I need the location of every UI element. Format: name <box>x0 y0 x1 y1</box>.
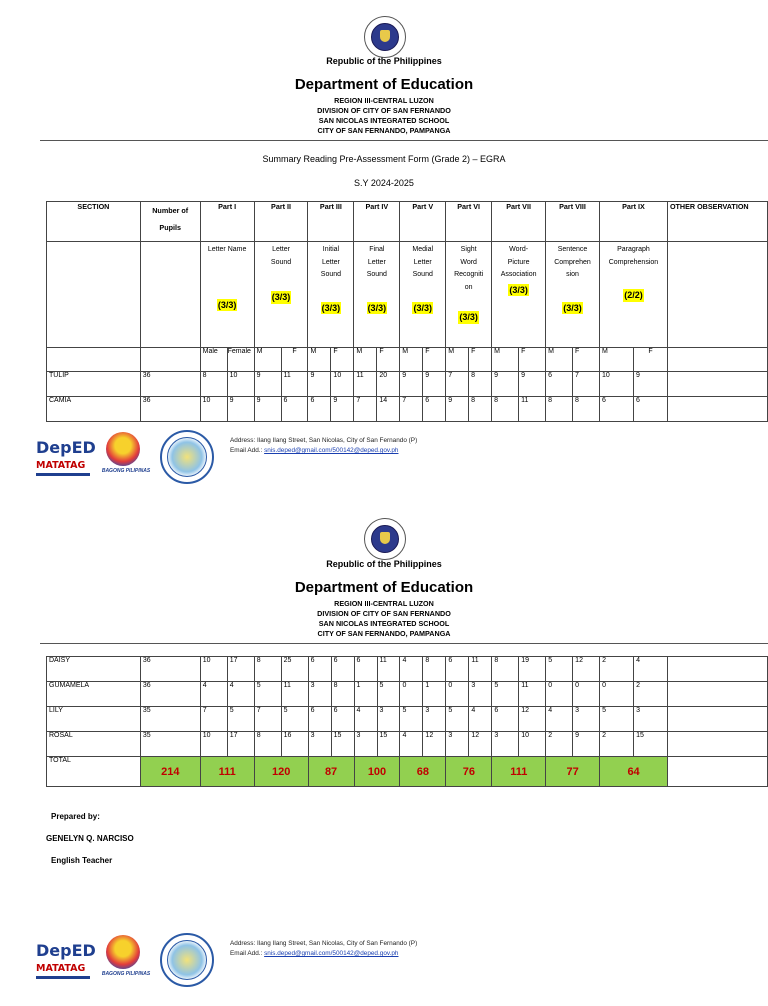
school-label: SAN NICOLAS INTEGRATED SCHOOL <box>318 619 450 628</box>
observation-cell <box>667 372 767 397</box>
bagong-pilipinas-logo: BAGONG PILIPINAS <box>100 935 152 979</box>
score-cell: 9 <box>519 372 546 397</box>
score-cell: 3 <box>573 707 600 732</box>
school-seal-icon <box>160 933 214 987</box>
region-label: REGION III-CENTRAL LUZON <box>334 599 434 608</box>
section-name: DAISY <box>47 657 141 682</box>
table-row <box>47 372 768 397</box>
score-cell: 12 <box>519 707 546 732</box>
score-cell: 0 <box>546 682 573 707</box>
score-cell: 11 <box>281 682 308 707</box>
part-header: Part V <box>400 202 446 242</box>
gender-label: M <box>446 348 469 372</box>
score-cell: 6 <box>331 657 354 682</box>
total-value: 77 <box>546 757 600 787</box>
form-title: Summary Reading Pre-Assessment Form (Grade 2) – EGRA <box>262 154 506 164</box>
division-label: DIVISION OF CITY OF SAN FERNANDO <box>317 106 451 115</box>
deped-matatag-logo: DepED MATATAG <box>36 434 96 478</box>
table-row <box>47 707 768 732</box>
total-value: 120 <box>254 757 308 787</box>
section-name: TULIP <box>47 372 141 397</box>
score-cell: 6 <box>600 397 634 422</box>
score-cell: 8 <box>254 732 281 757</box>
pupil-count: 36 <box>140 657 200 682</box>
score-cell: 0 <box>400 682 423 707</box>
email-link[interactable]: snis.deped@gmail.com/500142@deped.gov.ph <box>264 950 399 957</box>
pupil-count: 36 <box>140 397 200 422</box>
part-desc: Final Letter Sound (3/3) <box>354 242 400 348</box>
score-cell: 8 <box>492 657 519 682</box>
observation-cell <box>668 657 768 682</box>
gender-label: F <box>423 348 446 372</box>
part-header: Part I <box>200 202 254 242</box>
score-cell: 10 <box>200 732 227 757</box>
score-cell: 9 <box>227 397 254 422</box>
score-cell: 3 <box>308 732 331 757</box>
score-cell: 1 <box>354 682 377 707</box>
city-label: CITY OF SAN FERNANDO, PAMPANGA <box>317 629 451 638</box>
total-value: 111 <box>200 757 254 787</box>
score-cell: 8 <box>573 397 600 422</box>
score-cell: 10 <box>200 657 227 682</box>
footer-address: Address: Ilang Ilang Street, San Nicolas, City of San Fernando (P) Email Add.: snis.deped@gmail.com/500142@deped.gov.ph <box>230 940 418 957</box>
part-header: Part III <box>308 202 354 242</box>
section-header: SECTION <box>47 202 141 242</box>
score-badge: (3/3) <box>271 292 291 302</box>
header-divider <box>40 643 768 644</box>
score-cell: 9 <box>423 372 446 397</box>
part-header: Part IX <box>600 202 668 242</box>
score-cell: 0 <box>600 682 634 707</box>
score-cell: 11 <box>519 397 546 422</box>
score-cell: 5 <box>492 682 519 707</box>
score-cell: 7 <box>200 707 227 732</box>
score-cell: 3 <box>634 707 668 732</box>
table-desc-row <box>47 242 768 348</box>
score-cell: 5 <box>254 682 281 707</box>
score-cell: 25 <box>281 657 308 682</box>
score-cell: 0 <box>446 682 469 707</box>
observation-cell <box>668 682 768 707</box>
city-label: CITY OF SAN FERNANDO, PAMPANGA <box>317 126 451 135</box>
observation-cell <box>668 732 768 757</box>
observation-cell <box>668 707 768 732</box>
score-cell: 9 <box>446 397 469 422</box>
total-value: 76 <box>446 757 492 787</box>
score-cell: 8 <box>492 397 519 422</box>
table-row <box>47 657 768 682</box>
part-desc: Letter Sound (3/3) <box>254 242 308 348</box>
total-value: 111 <box>492 757 546 787</box>
score-cell: 9 <box>254 372 281 397</box>
section-name: CAMIA <box>47 397 141 422</box>
part-header: Part II <box>254 202 308 242</box>
part-header: Part IV <box>354 202 400 242</box>
preparer-position: English Teacher <box>51 856 113 865</box>
bagong-pilipinas-logo: BAGONG PILIPINAS <box>100 432 152 476</box>
score-cell: 6 <box>633 397 667 422</box>
score-cell: 6 <box>446 657 469 682</box>
score-cell: 17 <box>227 657 254 682</box>
gender-label: M <box>308 348 331 372</box>
score-cell: 5 <box>546 657 573 682</box>
gender-label: F <box>281 348 308 372</box>
score-cell: 14 <box>377 397 400 422</box>
score-cell: 5 <box>400 707 423 732</box>
part-header: Part VI <box>446 202 492 242</box>
score-cell: 11 <box>354 372 377 397</box>
table-row <box>47 397 768 422</box>
school-seal-icon <box>160 430 214 484</box>
score-cell: 6 <box>492 707 519 732</box>
score-cell: 12 <box>573 657 600 682</box>
score-cell: 3 <box>423 707 446 732</box>
score-badge: (3/3) <box>413 302 432 313</box>
score-cell: 3 <box>308 682 331 707</box>
school-label: SAN NICOLAS INTEGRATED SCHOOL <box>318 116 450 125</box>
pupil-count: 36 <box>140 372 200 397</box>
footer-address: Address: Ilang Ilang Street, San Nicolas, City of San Fernando (P) Email Add.: snis.deped@gmail.com/500142@deped.gov.ph <box>230 437 418 454</box>
part-desc: Paragraph Comprehension (2/2) <box>600 242 668 348</box>
part-header: Part VIII <box>546 202 600 242</box>
section-name: LILY <box>47 707 141 732</box>
republic-label: Republic of the Philippines <box>326 56 442 66</box>
gender-row <box>47 348 768 372</box>
gender-label: M <box>546 348 573 372</box>
score-cell: 6 <box>331 707 354 732</box>
score-cell: 5 <box>281 707 308 732</box>
gender-label: M <box>600 348 634 372</box>
part-desc: Initial Letter Sound (3/3) <box>308 242 354 348</box>
section-name: ROSAL <box>47 732 141 757</box>
gender-label: M <box>254 348 281 372</box>
department-title: Department of Education <box>294 76 474 93</box>
score-badge: (3/3) <box>459 312 478 322</box>
score-cell: 7 <box>354 397 377 422</box>
gender-label: F <box>519 348 546 372</box>
gender-label: M <box>492 348 519 372</box>
score-cell: 9 <box>308 372 331 397</box>
score-cell: 10 <box>200 397 227 422</box>
gender-label: F <box>377 348 400 372</box>
score-cell: 3 <box>354 732 377 757</box>
pupil-count: 35 <box>140 732 200 757</box>
score-cell: 10 <box>519 732 546 757</box>
gender-label: M <box>400 348 423 372</box>
score-cell: 12 <box>469 732 492 757</box>
score-cell: 4 <box>200 682 227 707</box>
score-cell: 16 <box>281 732 308 757</box>
table-row <box>47 732 768 757</box>
score-cell: 8 <box>200 372 227 397</box>
score-cell: 8 <box>254 657 281 682</box>
score-cell: 9 <box>573 732 600 757</box>
score-cell: 12 <box>423 732 446 757</box>
score-cell: 8 <box>331 682 354 707</box>
score-cell: 4 <box>354 707 377 732</box>
score-cell: 6 <box>308 707 331 732</box>
score-badge: (3/3) <box>367 302 387 313</box>
total-value: 100 <box>354 757 400 787</box>
department-title: Department of Education <box>294 579 474 596</box>
region-label: REGION III-CENTRAL LUZON <box>334 96 434 105</box>
score-cell: 9 <box>492 372 519 397</box>
score-cell: 6 <box>308 657 331 682</box>
score-cell: 10 <box>331 372 354 397</box>
section-name: GUMAMELA <box>47 682 141 707</box>
total-value: 68 <box>400 757 446 787</box>
preparer-name: GENELYN Q. NARCISO <box>46 834 134 843</box>
score-cell: 15 <box>377 732 400 757</box>
score-cell: 9 <box>400 372 423 397</box>
score-cell: 2 <box>546 732 573 757</box>
gender-label: M <box>354 348 377 372</box>
score-cell: 4 <box>227 682 254 707</box>
email-link[interactable]: snis.deped@gmail.com/500142@deped.gov.ph <box>264 447 399 454</box>
school-year: S.Y 2024-2025 <box>354 178 414 188</box>
part-desc: Letter Name (3/3) <box>200 242 254 348</box>
header-divider <box>40 140 768 141</box>
pupils-header: Number of Pupils <box>140 202 200 242</box>
score-cell: 15 <box>634 732 668 757</box>
other-observation-header: OTHER OBSERVATION <box>667 202 767 242</box>
score-cell: 8 <box>546 397 573 422</box>
total-row <box>47 757 768 787</box>
score-badge: (3/3) <box>563 302 582 313</box>
score-cell: 6 <box>308 397 331 422</box>
score-cell: 6 <box>423 397 446 422</box>
score-cell: 11 <box>469 657 492 682</box>
total-value: 214 <box>140 757 200 787</box>
total-value: 87 <box>308 757 354 787</box>
republic-label: Republic of the Philippines <box>326 559 442 569</box>
table-row <box>47 682 768 707</box>
part-header: Part VII <box>492 202 546 242</box>
score-cell: 11 <box>377 657 400 682</box>
score-cell: 8 <box>469 372 492 397</box>
score-cell: 17 <box>227 732 254 757</box>
total-value: 64 <box>600 757 668 787</box>
pupil-count: 35 <box>140 707 200 732</box>
score-cell: 5 <box>600 707 634 732</box>
score-cell: 11 <box>519 682 546 707</box>
score-cell: 5 <box>446 707 469 732</box>
score-cell: 9 <box>633 372 667 397</box>
deped-matatag-logo: DepED MATATAG <box>36 937 96 981</box>
score-cell: 10 <box>600 372 634 397</box>
score-cell: 9 <box>254 397 281 422</box>
gender-label: F <box>573 348 600 372</box>
score-cell: 7 <box>400 397 423 422</box>
score-cell: 4 <box>469 707 492 732</box>
prepared-by-label: Prepared by: <box>51 812 100 821</box>
part-desc: Sight Word Recogniti on (3/3) <box>446 242 492 348</box>
gender-label: F <box>331 348 354 372</box>
deped-seal-icon <box>364 16 406 58</box>
score-badge: (3/3) <box>217 299 237 310</box>
division-label: DIVISION OF CITY OF SAN FERNANDO <box>317 609 451 618</box>
pupil-count: 36 <box>140 682 200 707</box>
gender-label: Female <box>227 348 254 372</box>
score-cell: 2 <box>600 732 634 757</box>
total-label: TOTAL <box>47 757 141 787</box>
table-header-row <box>47 202 768 242</box>
score-cell: 5 <box>377 682 400 707</box>
score-cell: 6 <box>546 372 573 397</box>
part-desc: Word- Picture Association (3/3) <box>492 242 546 348</box>
part-desc: Sentence Comprehen sion (3/3) <box>546 242 600 348</box>
score-cell: 8 <box>469 397 492 422</box>
gender-label: F <box>469 348 492 372</box>
score-cell: 6 <box>354 657 377 682</box>
score-badge: (3/3) <box>509 284 528 295</box>
score-cell: 2 <box>600 657 634 682</box>
score-cell: 15 <box>331 732 354 757</box>
score-badge: (3/3) <box>321 302 341 313</box>
score-cell: 8 <box>423 657 446 682</box>
part-desc: Medial Letter Sound (3/3) <box>400 242 446 348</box>
score-cell: 3 <box>446 732 469 757</box>
score-cell: 11 <box>281 372 308 397</box>
score-cell: 7 <box>446 372 469 397</box>
score-cell: 4 <box>400 732 423 757</box>
observation-cell <box>667 397 767 422</box>
score-cell: 10 <box>227 372 254 397</box>
deped-seal-icon <box>364 518 406 560</box>
score-cell: 20 <box>377 372 400 397</box>
score-cell: 7 <box>573 372 600 397</box>
score-cell: 2 <box>634 682 668 707</box>
gender-label: Male <box>200 348 227 372</box>
score-cell: 1 <box>423 682 446 707</box>
score-cell: 0 <box>573 682 600 707</box>
score-cell: 4 <box>634 657 668 682</box>
score-cell: 6 <box>281 397 308 422</box>
score-cell: 3 <box>469 682 492 707</box>
score-badge: (2/2) <box>624 290 643 300</box>
score-cell: 5 <box>227 707 254 732</box>
score-cell: 4 <box>400 657 423 682</box>
score-cell: 4 <box>546 707 573 732</box>
score-cell: 3 <box>492 732 519 757</box>
score-cell: 3 <box>377 707 400 732</box>
gender-label: F <box>633 348 667 372</box>
score-cell: 7 <box>254 707 281 732</box>
score-cell: 9 <box>331 397 354 422</box>
score-cell: 19 <box>519 657 546 682</box>
assessment-table-page1 <box>46 201 768 422</box>
assessment-table-page2 <box>46 656 768 787</box>
